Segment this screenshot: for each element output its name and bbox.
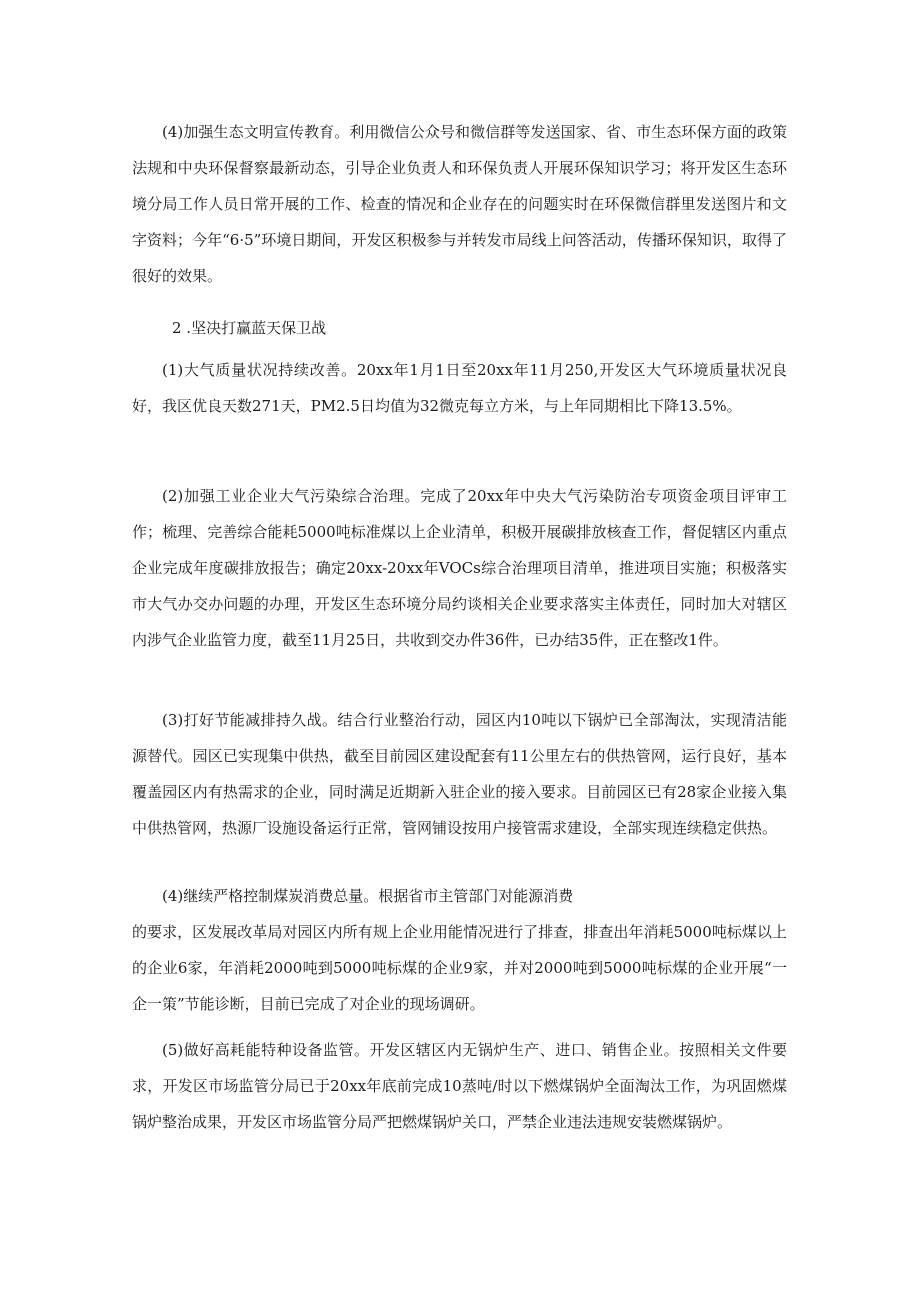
paragraph-coal-control-continued: 的要求，区发展改革局对园区内所有规上企业用能情况进行了排查，排查出年消耗5000吨标煤以上的企业6家，年消耗2000吨到5000吨标煤的企业9家，并对2000吨到5000吨标煤的企业开展“一企一策”节能诊断，目前已完成了对企业的现场调研。 — [132, 923, 787, 1013]
paragraph-energy-saving: (3)打好节能减排持久战。结合行业整治行动，园区内10吨以下锅炉已全部淘汰，实现清洁能源替代。园区已实现集中供热，截至目前园区建设配套有11公里左右的供热管网，运行良好，基本覆盖园区内有热需求的企业，同时满足近期新入驻企业的接入要求。目前园区已有28家企业接入集中供热管网，热源厂设施设备运行正常，管网铺设按用户接管需求建设，全部实现连续稳定供热。 — [132, 711, 787, 837]
section-heading-blue-sky: 2 .坚决打赢蓝天保卫战 — [172, 319, 327, 337]
paragraph-air-quality: (1)大气质量状况持续改善。20xx年1月1日至20xx年11月250,开发区大气环境质量状况良好，我区优良天数271天，PM2.5日均值为32微克每立方米，与上年同期相比下降13.5%。 — [132, 361, 787, 415]
paragraph-industrial-pollution: (2)加强工业企业大气污染综合治理。完成了20xx年中央大气污染防治专项资金项目评审工作；梳理、完善综合能耗5000吨标准煤以上企业清单，积极开展碳排放核查工作，督促辖区内重点企业完成年度碳排放报告；确定20xx-20xx年VOCs综合治理项目清单，推进项目实施；积极落实市大气办交办问题的办理，开发区生态环境分局约谈相关企业要求落实主体责任，同时加大对辖区内涉气企业监管力度，截至11月25日，共收到交办件36件，已办结35件，正在整改1件。 — [132, 487, 787, 649]
paragraph-publicity-education: (4)加强生态文明宣传教育。利用微信公众号和微信群等发送国家、省、市生态环保方面的政策法规和中央环保督察最新动态，引导企业负责人和环保负责人开展环保知识学习；将开发区生态环境分局工作人员日常开展的工作、检查的情况和企业存在的问题实时在环保微信群里发送图片和文字资料；今年“6·5”环境日期间，开发区积极参与并转发市局线上问答活动，传播环保知识，取得了很好的效果。 — [132, 123, 787, 285]
paragraph-special-equipment: (5)做好高耗能特种设备监管。开发区辖区内无锅炉生产、进口、销售企业。按照相关文件要求，开发区市场监管分局已于20xx年底前完成10蒸吨/时以下燃煤锅炉全面淘汰工作，为巩固燃煤锅炉整治成果，开发区市场监管分局严把燃煤锅炉关口，严禁企业违法违规安装燃煤锅炉。 — [132, 1041, 787, 1131]
paragraph-coal-control: (4)继续严格控制煤炭消费总量。根据省市主管部门对能源消费 — [162, 887, 574, 905]
